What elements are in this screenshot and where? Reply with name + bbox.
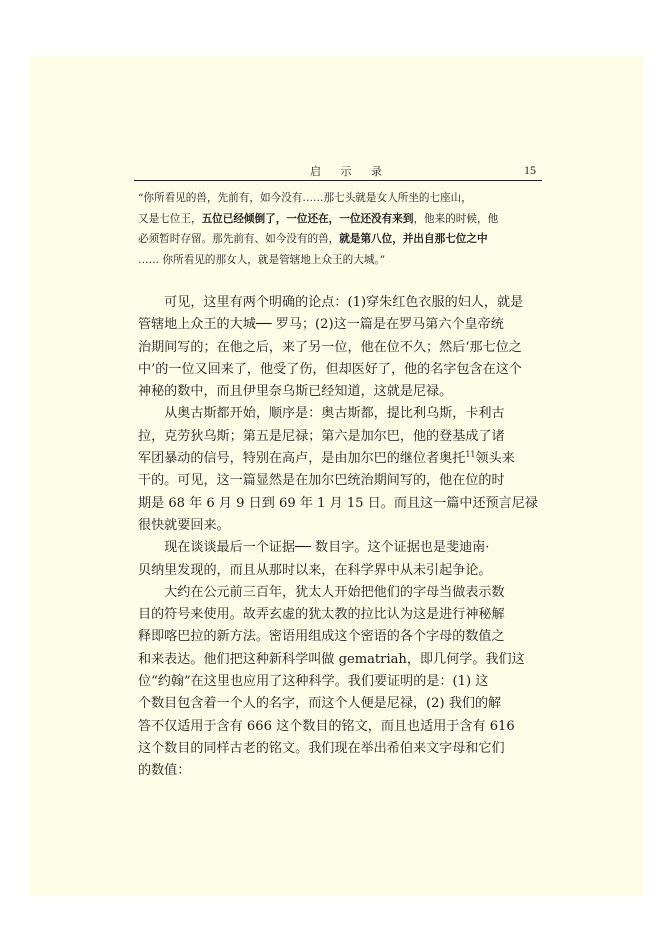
page-number: 15 [524,163,536,177]
quote-line: 必须暂时存留。那先前有、如今没有的兽，就是第八位，并出自那七位之中 [138,233,488,245]
text-line: 的数值： [138,763,191,779]
text-line: 大约在公元前三百年，犹太人开始把他们的字母当做表示数 [138,584,505,600]
text-line: 军团暴动的信号，特别在高卢，是由加尔巴的继位者奥托$^{11}$领头来 [138,450,515,467]
text-line: 很快就要回来。 [138,517,230,533]
text-line: 治期间写的；在他之后，来了另一位，他在位不久；然后‘那七位之 [138,339,522,355]
quote-line: “你所看见的兽，先前有，如今没有……那七头就是女人所坐的七座山， [138,192,472,204]
text-line: 可见，这里有两个明确的论点：(1)穿朱红色衣服的妇人，就是 [138,295,524,310]
text-line: 现在谈谈最后一个证据── 数目字。这个证据也是斐迪南· [138,540,490,556]
footnote-marker: 11 [465,450,476,460]
quote-emphasis: 就是第八位，并出自那七位之中 [339,233,488,245]
text-line: 位“约翰”在这里也应用了这种科学。我们要证明的是：(1) 这 [138,674,489,690]
quote-line: …… 你所看见的那女人，就是管辖地上众王的大城。” [138,253,386,266]
text-line: 中’的一位又回来了，他受了伤，但却医好了，他的名字包含在这个 [138,361,522,377]
block-quote [138,188,544,270]
text-line: 目的符号来使用。故弄玄虚的犹太教的拉比认为这是进行神秘解 [138,607,505,623]
body-text [138,292,544,783]
text-line: 管辖地上众王的大城── 罗马；(2)这一篇是在罗马第六个皇帝统 [138,317,504,333]
text-line: 这个数目的同样古老的铭文。我们现在举出希伯来文字母和它们 [138,740,505,756]
text-line: 和来表达。他们把这种新科学叫做 gematriah，即几何学。我们这 [138,651,525,667]
text-line: 从奥古斯都开始，顺序是：奥古斯都，提比利乌斯，卡利古 [138,406,505,422]
running-title: 启 示 录 [310,165,390,178]
text-line: 释即喀巴拉的新方法。密语用组成这个密语的各个字母的数值之 [138,629,505,645]
running-header [134,162,542,181]
text-line: 答不仅适用于含有 666 这个数目的铭文，而且也适用于含有 616 [138,718,515,734]
text-line: 贝纳里发现的，而且从那时以来，在科学界中从未引起争论。 [138,562,492,578]
text-line: 期是 68 年 6 月 9 日到 69 年 1 月 15 日。而且这一篇中还预言尼禄 [138,495,538,511]
text-line: 拉，克劳狄乌斯；第五是尼禄；第六是加尔巴，他的登基成了诸 [138,428,505,444]
text-line: 神秘的数中，而且伊里奈乌斯已经知道，这就是尼禄。 [138,384,453,400]
text-line: 个数目包含着一个人的名字，而这个人便是尼禄，(2) 我们的解 [138,696,502,712]
quote-line: 又是七位王，五位已经倾倒了，一位还在，一位还没有来到，他来的时候，他 [138,212,499,225]
quote-emphasis: 五位已经倾倒了，一位还在，一位还没有来到 [201,212,414,225]
text-line: 干的。可见，这一篇显然是在加尔巴统治期间写的，他在位的时 [138,473,505,489]
